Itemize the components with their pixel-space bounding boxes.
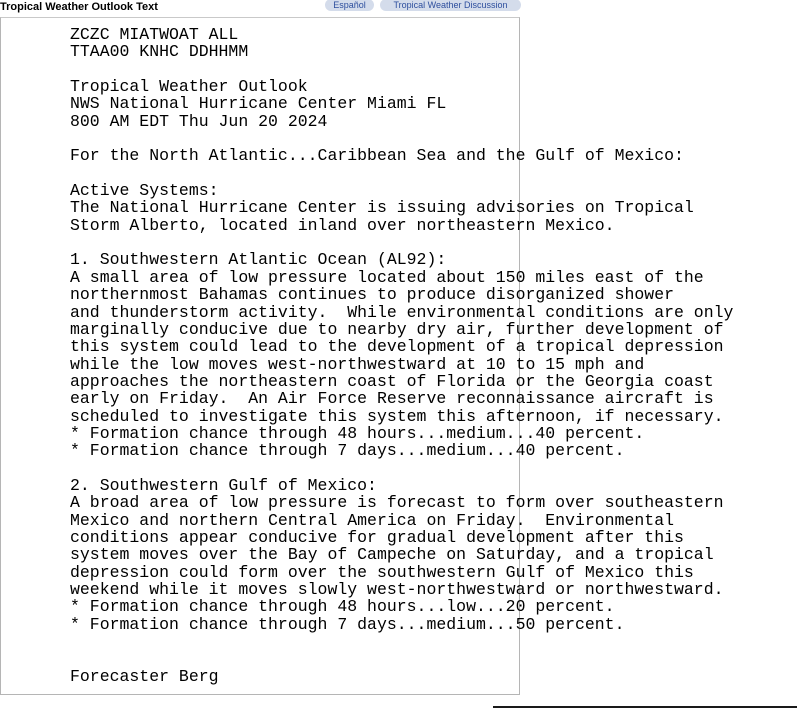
- page-title: Tropical Weather Outlook Text: [0, 1, 158, 13]
- tab-espanol[interactable]: Español: [325, 0, 374, 11]
- outlook-bulletin-text: ZCZC MIATWOAT ALL TTAA00 KNHC DDHHMM Tropical Weather Outlook NWS National Hurricane Center Miami FL 800 AM EDT Thu Jun 20 2024 For the North Atlantic...Caribbean Sea and the Gulf of Mexico: Active Systems: The National Hurricane Center is issuing advisories on Tropical Storm Alberto, located inland over northeastern Mexico. 1. Southwestern Atlantic Ocean (AL92): A small area of low pressure located about 150 miles east of the northernmost Bahamas continues to produce disorganized shower and thunderstorm activity. While environmental conditions are only marginally conducive due to nearby dry air, further development of this system could lead to the development of a tropical depression while the low moves west-northwestward at 10 to 15 mph and approaches the northeastern coast of Florida or the Georgia coast early on Friday. An Air Force Reserve reconnaissance aircraft is scheduled to investigate this system this afternoon, if necessary. * Formation chance through 48 hours...medium...40 percent. * Formation chance through 7 days...medium...40 percent. 2. Southwestern Gulf of Mexico: A broad area of low pressure is forecast to form over southeastern Mexico and northern Central America on Friday. Environmental conditions appear conducive for gradual development after this system moves over the Bay of Campeche on Saturday, and a tropical depression could form over the southwestern Gulf of Mexico this weekend while it moves slowly west-northwestward or northwestward. * Formation chance through 48 hours...low...20 percent. * Formation chance through 7 days...medium...50 percent. Forecaster Berg: [70, 25, 734, 686]
- tab-tropical-weather-discussion[interactable]: Tropical Weather Discussion: [380, 0, 521, 11]
